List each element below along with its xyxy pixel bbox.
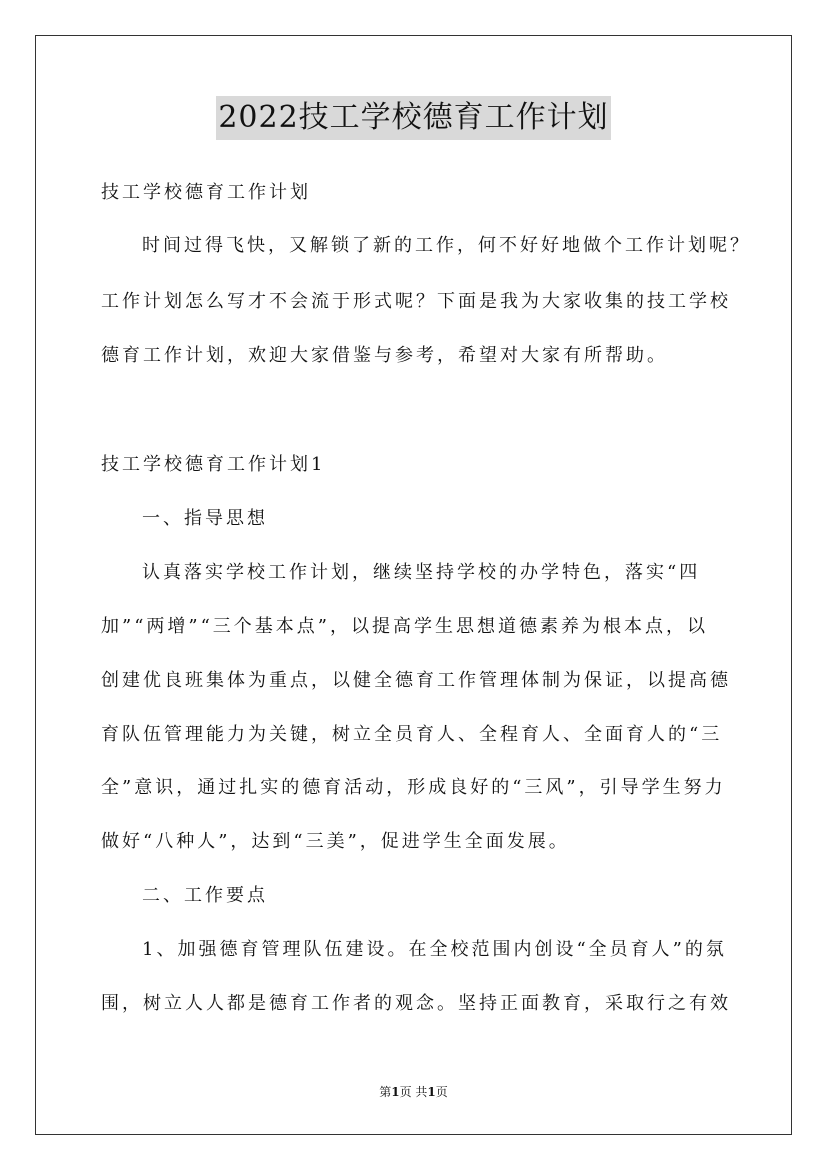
document-title: 2022技工学校德育工作计划	[216, 96, 610, 140]
paragraph-line: 围，树立人人都是德育工作者的观念。坚持正面教育，采取行之有效	[101, 993, 731, 1014]
section-title: 技工学校德育工作计划1	[101, 454, 326, 475]
paragraph-line: 加”“两增”“三个基本点”，以提高学生思想道德素养为根本点，以	[101, 616, 709, 637]
intro-line: 时间过得飞快，又解锁了新的工作，何不好好地做个工作计划呢？	[142, 235, 751, 256]
paragraph-line: 育队伍管理能力为关键，树立全员育人、全程育人、全面育人的“三	[101, 724, 723, 745]
footer-page-total: 1	[427, 1085, 436, 1099]
intro-line: 工作计划怎么写才不会流于形式呢？下面是我为大家收集的技工学校	[101, 291, 731, 312]
paragraph-line: 认真落实学校工作计划，继续坚持学校的办学特色，落实“四	[142, 562, 701, 583]
paragraph-line: 创建优良班集体为重点，以健全德育工作管理体制为保证，以提高德	[101, 670, 731, 691]
paragraph-line: 做好“八种人”，达到“三美”，促进学生全面发展。	[101, 831, 570, 852]
subtitle: 技工学校德育工作计划	[101, 182, 311, 203]
intro-line: 德育工作计划，欢迎大家借鉴与参考，希望对大家有所帮助。	[101, 345, 668, 366]
footer-page-number: 1	[391, 1085, 400, 1099]
footer-mid: 页 共	[399, 1085, 428, 1099]
paragraph-line: 全”意识，通过扎实的德育活动，形成良好的“三风”，引导学生努力	[101, 777, 726, 798]
heading-work-points: 二、工作要点	[142, 885, 268, 906]
footer-suffix: 页	[435, 1085, 448, 1099]
footer-prefix: 第	[379, 1085, 392, 1099]
page-footer	[0, 1083, 827, 1100]
title-container	[0, 96, 827, 140]
paragraph-line: 1、加强德育管理队伍建设。在全校范围内创设“全员育人”的氛	[142, 939, 727, 960]
heading-guiding-ideology: 一、指导思想	[142, 508, 268, 529]
